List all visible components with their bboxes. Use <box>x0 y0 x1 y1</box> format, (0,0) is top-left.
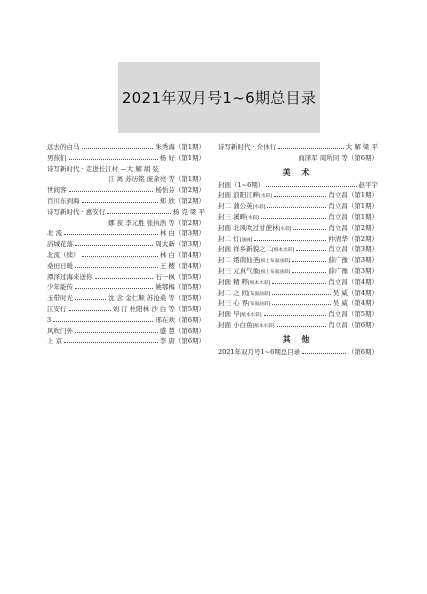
entry-title: 北流（续） <box>47 250 80 259</box>
entry-title: 封二 之 间[布面油彩] <box>218 288 271 297</box>
entry-title: 风吹门外 <box>47 326 73 335</box>
toc-entry <box>218 201 378 212</box>
entry-medium: [纸本水彩] <box>252 323 275 329</box>
toc-entry <box>218 190 378 201</box>
entry-title: 封面 北风吹过甘蔗林[水彩] <box>218 223 292 232</box>
entry-author: 杨 克 梁 平 <box>172 207 205 216</box>
toc-entry <box>218 212 378 223</box>
author-names: 商泽军 周所同 等（第6期） <box>298 153 378 162</box>
dot-leader <box>69 191 154 192</box>
entry-author: 吴 威（第4期） <box>332 288 378 297</box>
dot-leader <box>75 245 153 246</box>
dot-leader <box>272 283 326 284</box>
dot-leader <box>302 353 346 354</box>
art-cover-entry <box>218 180 378 191</box>
toc-entry <box>47 293 205 304</box>
dot-leader <box>274 196 327 197</box>
entry-author: 薛广豫（第3期） <box>328 256 378 265</box>
entry-title: 封三 元真气象[纸上布面油彩] <box>218 266 291 275</box>
dot-leader <box>75 299 106 300</box>
entry-title: 封二 蒲公英[水彩] <box>218 202 266 211</box>
toc-entry <box>218 223 378 234</box>
toc-entry <box>218 234 378 245</box>
entry-author: 沈 念 金仁顺 苏沧桑 等（第5期） <box>108 294 205 303</box>
toc-entry <box>218 266 378 277</box>
dot-leader <box>64 234 158 235</box>
entry-author: 林 白（第4期） <box>159 250 205 259</box>
dot-leader <box>82 202 158 203</box>
section-heading-art: 美 术 <box>282 167 314 177</box>
page-title: 2021年双月号1~6期总目录 <box>121 89 317 107</box>
left-column <box>47 142 205 347</box>
toc-entry <box>47 326 205 337</box>
entry-author: 肖立昌（第6期） <box>328 320 378 329</box>
entry-title: 浴城花落 <box>47 240 73 249</box>
dot-leader <box>53 321 153 322</box>
poetry-entry-group <box>218 142 378 164</box>
entry-work-title: 心 界 <box>231 299 249 308</box>
other-list <box>218 347 378 358</box>
toc-entry <box>218 244 378 255</box>
toc-entry <box>218 255 378 266</box>
entry-title: 男孩们 <box>47 153 67 162</box>
entry-title: 少年能传 <box>47 283 73 292</box>
entry-title: 3 <box>47 315 52 324</box>
entry-title: 上 京 <box>47 337 63 346</box>
entry-author: 肖立昌（第5期） <box>328 310 378 319</box>
entry-work-title: 早 <box>231 310 240 319</box>
entry-title: 2021年双月号1~6期总目录 <box>218 347 301 356</box>
toc-entry <box>47 228 205 239</box>
dot-leader <box>293 229 326 230</box>
right-column <box>218 142 378 358</box>
toc-entry <box>47 239 205 250</box>
toc-entry <box>218 142 378 153</box>
toc-entry <box>47 304 205 315</box>
toc-entry <box>47 153 205 164</box>
entry-title: 诗写新时代 · 介休行 <box>218 143 277 151</box>
entry-title: 玉带时光 <box>47 294 73 303</box>
entry-author: 李 唐（第6期） <box>159 337 205 346</box>
entry-medium: [水彩] <box>278 226 292 232</box>
entry-medium: [纸本水彩] <box>248 280 271 286</box>
entry-author: 杨怡芬（第2期） <box>155 186 205 195</box>
entry-title: 世间客 <box>47 186 67 195</box>
entry-title: 封面（1~6期） <box>218 180 265 189</box>
entry-author: 石一枫（第5期） <box>155 272 205 281</box>
entry-medium: [纸上布面油彩] <box>259 269 291 275</box>
entry-medium: [布面油彩] <box>248 291 271 297</box>
entry-work-title: 缙南仙圣 <box>231 256 260 265</box>
entry-author: 薛广豫（第3期） <box>328 266 378 275</box>
toc-entry <box>47 142 205 153</box>
entry-title: 封面 小白鱼[纸本水彩] <box>218 320 275 329</box>
toc-entry <box>218 288 378 299</box>
entry-author: 吴 威（第4期） <box>332 299 378 308</box>
entry-title: 封面 浪阳江畔[水彩] <box>218 191 272 200</box>
entry-work-title: 之 间 <box>231 288 249 297</box>
toc-entry <box>47 164 205 175</box>
entry-work-title: 蒲公英 <box>231 202 253 211</box>
entry-title: 百川东到海 <box>47 196 80 205</box>
entry-author: 刘 汀 杜阳林 沙 白 等（第5期） <box>112 304 205 313</box>
entry-author: （第6期） <box>347 347 378 356</box>
entry-title: 封面 精 粹[纸本水彩] <box>218 277 271 286</box>
toc-entry <box>47 336 205 347</box>
dot-leader <box>272 304 331 305</box>
toc-entry <box>218 180 378 191</box>
toc-entry <box>47 282 205 293</box>
dot-leader <box>254 240 326 241</box>
toc-entry <box>218 320 378 331</box>
entry-medium: [布面油彩] <box>248 302 271 308</box>
toc-entry <box>47 207 205 218</box>
dot-leader <box>75 267 158 268</box>
toc-entry <box>218 298 378 309</box>
entry-work-title: 精 粹 <box>231 277 249 286</box>
toc-entry <box>47 185 205 196</box>
toc-entry <box>47 315 205 326</box>
entry-title: 封三 心 界[布面油彩] <box>218 299 271 308</box>
dot-leader <box>292 272 326 273</box>
entry-work-title: 小白鱼 <box>231 320 253 329</box>
entry-author: 盛 慧（第6期） <box>159 326 205 335</box>
entry-work-title: 灯 <box>231 234 240 243</box>
dot-leader <box>69 310 111 311</box>
dot-leader <box>296 250 326 251</box>
entry-medium: [水彩] <box>259 194 272 200</box>
entry-author: 赵平宇 <box>358 180 378 189</box>
toc-entry <box>47 261 205 272</box>
entry-medium: [纸上布面油彩] <box>259 259 291 265</box>
entry-author: 大 解 梁 平 <box>345 143 378 151</box>
dot-leader <box>261 218 327 219</box>
entry-author: 朱秀海（第1期） <box>155 143 205 151</box>
entry-medium: [水彩] <box>246 215 259 221</box>
toc-entry <box>218 309 378 320</box>
dot-leader <box>82 256 158 257</box>
entry-author: 仲清华（第2期） <box>328 234 378 243</box>
section-heading-other: 其 他 <box>282 334 314 344</box>
entry-author: 肖立昌（第2期） <box>328 223 378 232</box>
dot-leader <box>267 207 326 208</box>
entry-title: 潭泽过海来送你 <box>47 272 93 281</box>
toc-entry <box>218 277 378 288</box>
toc-entry <box>218 347 378 358</box>
entry-title: 远去的白马 <box>47 143 80 151</box>
entry-title: 北 流 <box>47 229 63 238</box>
entry-work-title: 元真气象 <box>231 266 260 275</box>
entry-author: 王 樱（第4期） <box>159 261 205 270</box>
entry-author: 肖立昌（第1期） <box>328 202 378 211</box>
entry-medium: [水彩] <box>252 205 266 211</box>
entry-title: 封三 溪畔[水彩] <box>218 212 259 221</box>
toc-entry <box>47 196 205 207</box>
entry-author: 周大新（第3期） <box>155 240 205 249</box>
art-list <box>218 190 378 330</box>
entry-medium: [纸本水彩] <box>239 313 262 319</box>
entry-author: 肖立昌（第3期） <box>328 245 378 254</box>
toc-entry <box>47 272 205 283</box>
entry-author: 肖立昌（第4期） <box>328 277 378 286</box>
entry-title: 诗写新时代 · 走进长江村 —大 解 胡 弦 <box>47 164 159 173</box>
entry-work-title: 溪畔 <box>231 212 247 221</box>
entry-author: 姚鄂梅（第5期） <box>155 283 205 292</box>
entry-author: 林 白（第3期） <box>159 229 205 238</box>
dot-leader <box>75 332 158 333</box>
dot-leader <box>292 261 326 262</box>
entry-title: 封二 缙南仙圣[纸上布面油彩] <box>218 256 291 265</box>
dot-leader <box>64 342 158 343</box>
dot-leader <box>107 213 171 214</box>
entry-work-title: 北风吹过甘蔗林 <box>231 223 279 232</box>
entry-author: 杨 好（第1期） <box>159 153 205 162</box>
dot-leader <box>278 148 344 149</box>
entry-title: 封面 早[纸本水彩] <box>218 310 262 319</box>
author-names: 娜 夜 李元胜 张执浩 等（第2期） <box>108 218 205 227</box>
author-names: 江 离 苏历铭 庞余亮 等（第1期） <box>108 175 205 184</box>
dot-leader <box>264 315 327 316</box>
toc-entry <box>47 250 205 261</box>
dot-leader <box>69 159 158 160</box>
entry-work-title: 浪阳江畔 <box>231 191 260 200</box>
entry-title: 封二 灯[油画] <box>218 234 253 243</box>
entry-author: 肖立昌（第1期） <box>328 191 378 200</box>
dot-leader <box>82 148 154 149</box>
dot-leader <box>277 326 327 327</box>
dot-leader <box>266 186 356 187</box>
dot-leader <box>95 278 154 279</box>
entry-medium: [油画] <box>239 237 253 243</box>
entry-title: 诗写新时代 · 惠安行 <box>47 207 106 216</box>
dot-leader <box>75 288 153 289</box>
entry-work-title: 祥乡新貌之二 <box>231 245 273 254</box>
entry-title: 封面 祥乡新貌之二[纸本水彩] <box>218 245 295 254</box>
entry-author: 郑 欣（第2期） <box>159 196 205 205</box>
entry-title: 江安行 <box>47 304 67 313</box>
entry-author: 肖立昌（第1期） <box>328 212 378 221</box>
entry-author: 邢在欢（第6期） <box>155 315 205 324</box>
entry-medium: [纸本水彩] <box>272 248 295 254</box>
entry-title: 桑田日暖 <box>47 261 73 270</box>
title-banner <box>118 62 320 133</box>
dot-leader <box>272 294 331 295</box>
